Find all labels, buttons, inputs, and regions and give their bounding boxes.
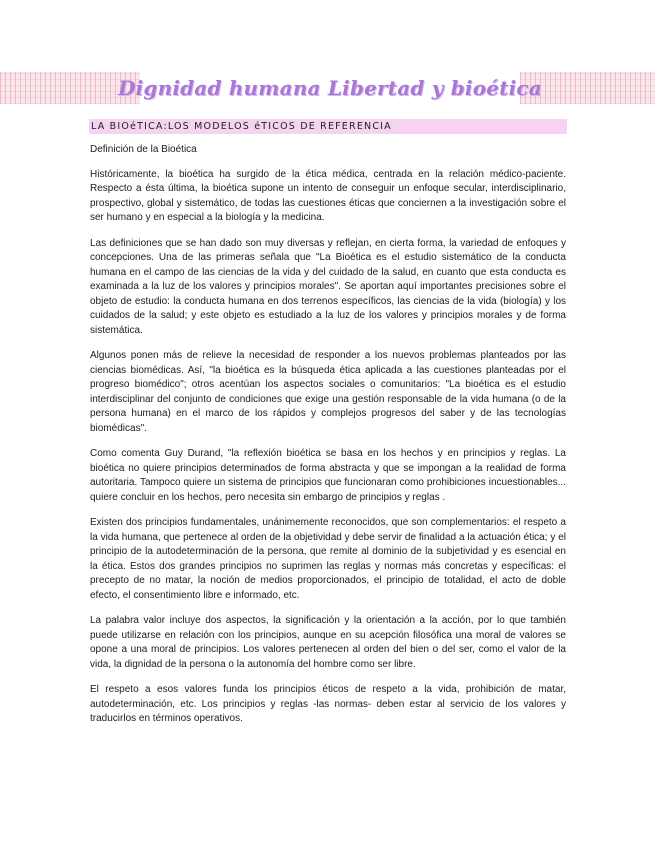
- paragraph: Existen dos principios fundamentales, unánimemente reconocidos, que son complementarios: el respeto a la vida humana, que pertenece al orden de la objetividad y debe servir de finalidad a la actuación ética; y el principio de la autodeterminación de la persona, que remite al dominio de la subjetividad y es esencial en la ética. Estos dos grandes principios no suprimen las reglas y normas más concretas y específicas: el precepto de no matar, la noción de medios proporcionados, el principio de totalidad, el acto de doble efecto, el consentimiento libre e informado, etc.: [90, 517, 566, 601]
- section-heading: LA BIOéTICA:LOS MODELOS éTICOS DE REFERENCIA: [89, 119, 567, 134]
- paragraph: Como comenta Guy Durand, "la reflexión bioética se basa en los hechos y en principios y reglas. La bioética no quiere principios determinados de forma abstracta y que se impongan a la realidad de forma autoritaria. Tampoco quiere un sistema de principios que funcionaran como prohibiciones incuestionables... quiere concluir en los hechos, pero necesita sin embargo de principios y reglas .: [90, 448, 566, 503]
- title-banner: [118, 72, 542, 104]
- paragraph: Algunos ponen más de relieve la necesidad de responder a los nuevos problemas planteados por las ciencias biomédicas. Así, "la bioética es la búsqueda ética aplicada a las cuestiones planteadas por el progreso biomédico"; otros acentúan los aspectos sociales o comunitarios: "La bioética es el estudio interdisciplinar del conjunto de condiciones que exige una gestión responsable de la vida humana (o de la persona humana) en el marco de los rápidos y complejos progresos del saber y de las tecnologías biomédicas".: [90, 350, 566, 434]
- paragraph: La palabra valor incluye dos aspectos, la significación y la orientación a la acción, por lo que también puede utilizarse en relación con los principios, aunque en su acepción filosófica una moral de valores se opone a una moral de principios. Los valores pertenecen al orden del bien o del ser, como el valor de la vida, la dignidad de la persona o la autonomía del hombre como ser libre.: [90, 615, 566, 670]
- subheading: Definición de la Bioética: [90, 144, 197, 155]
- paragraph: Históricamente, la bioética ha surgido de la ética médica, centrada en la relación médico-paciente. Respecto a ésta última, la bioética supone un intento de conseguir un enfoque secular, interdisciplinario, prospectivo, global y sistemático, de todas las cuestiones éticas que conciernen a la investigación sobre el ser humano y en especial a la biología y la medicina.: [90, 168, 566, 223]
- document-title: Dignidad humana Libertad y bioética: [118, 76, 542, 100]
- document-body: [90, 143, 566, 738]
- paragraph: El respeto a esos valores funda los principios éticos de respeto a la vida, prohibición de matar, autodeterminación, etc. Los principios y reglas -las normas- deben estar al servicio de los valores y traducirlos en términos operativos.: [90, 684, 566, 724]
- paragraph: Las definiciones que se han dado son muy diversas y reflejan, en cierta forma, la variedad de enfoques y concepciones. Una de las primeras señala que "La Bioética es el estudio sistemático de la conducta humana en el campo de las ciencias de la vida y del cuidado de la salud, en cuanto que esta conducta es examinada a la luz de los valores y principios morales". Se aportan aquí importantes precisiones sobre el objeto de estudio: la conducta humana en dos terrenos específicos, las ciencias de la vida (biología) y los cuidados de la salud; y este objeto es estudiado a la luz de los valores y principios morales y de forma sistemática.: [90, 237, 566, 336]
